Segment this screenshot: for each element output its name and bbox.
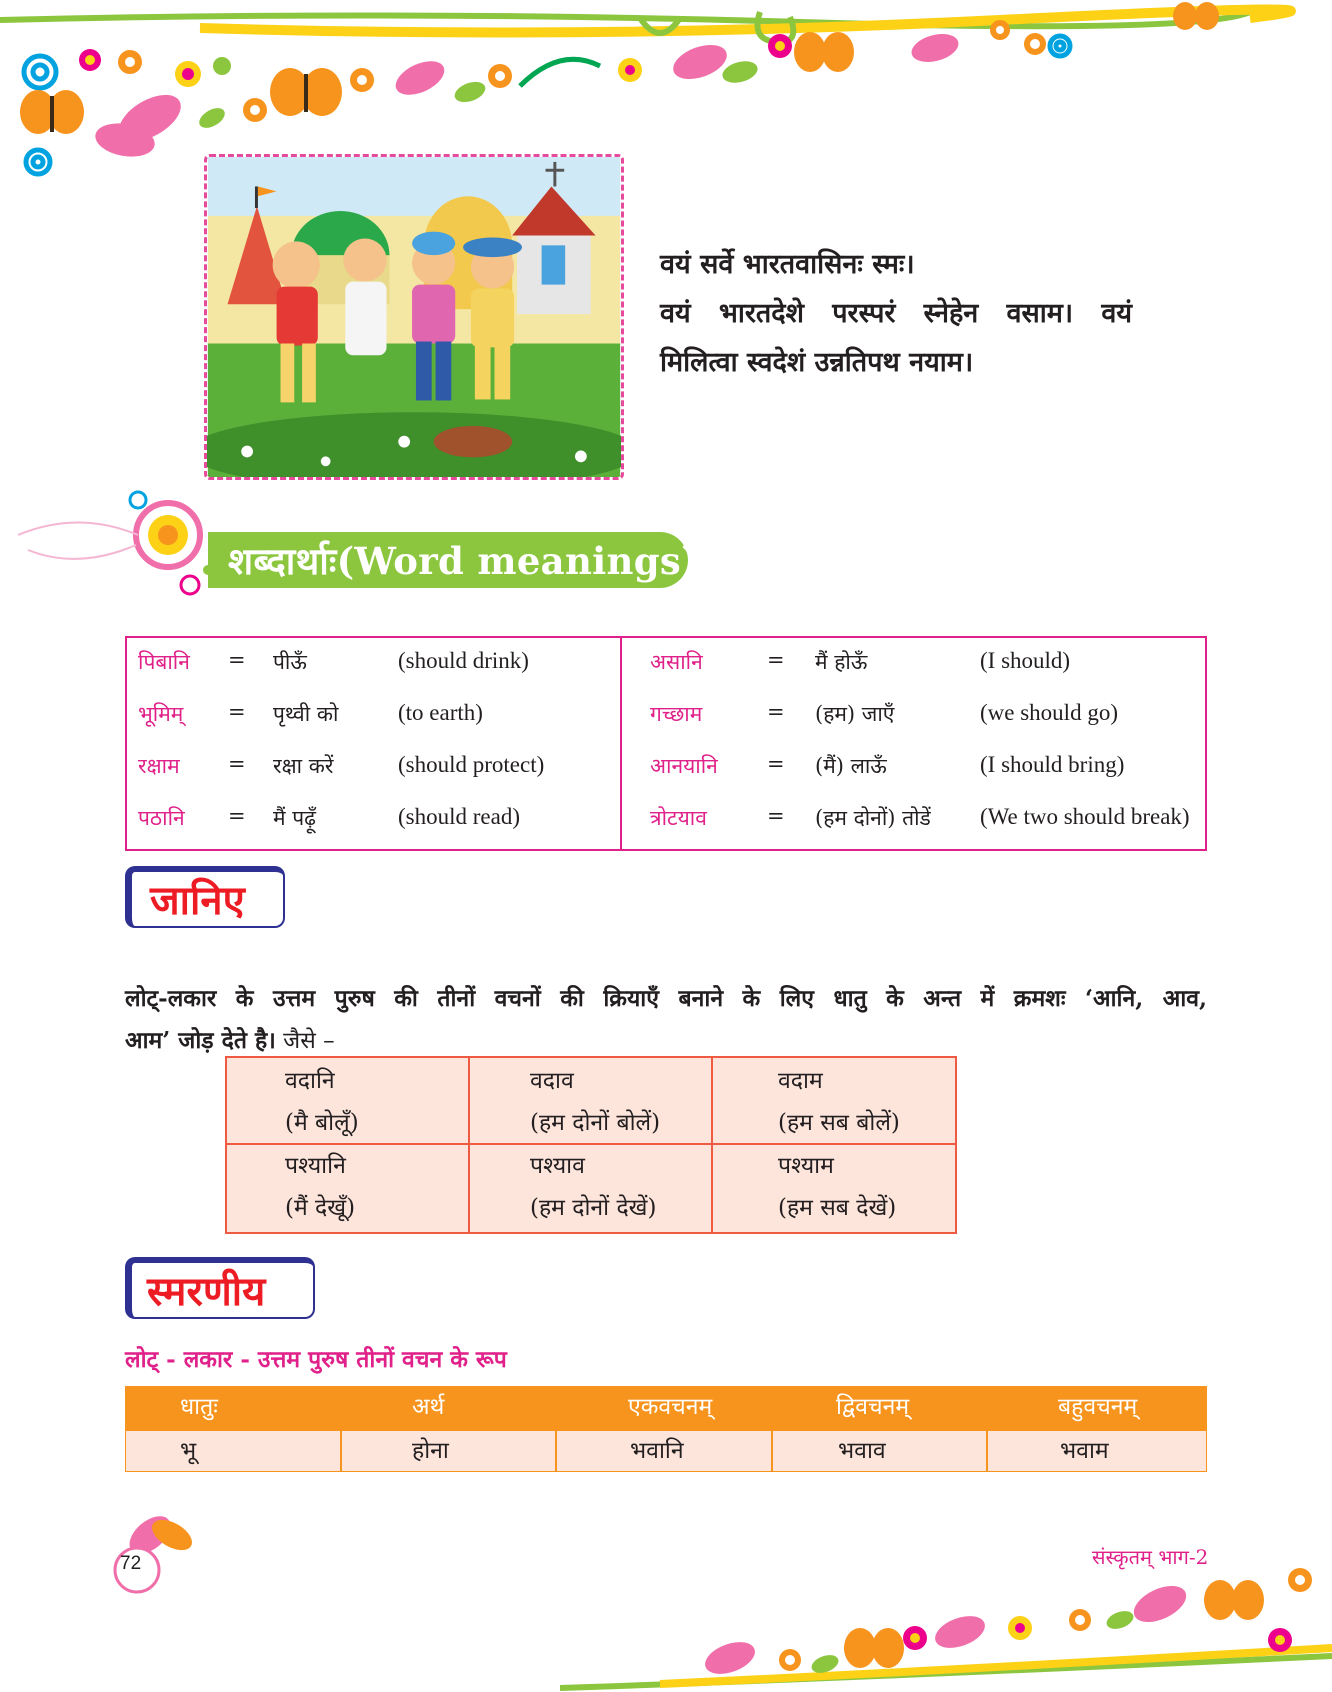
forms-body-cell: भवानि	[630, 1438, 684, 1464]
wm-hindi: पृथ्वी को	[273, 702, 339, 726]
forms-body-cell: भवाव	[838, 1438, 886, 1464]
wm-word: भूमिम्	[138, 702, 184, 726]
wm-word: गच्छाम	[650, 702, 703, 726]
example-form: वदाव	[530, 1068, 574, 1094]
wm-hindi: (हम दोनों) तोडें	[815, 806, 931, 830]
forms-body-cell: भवाम	[1060, 1438, 1109, 1464]
table-divider	[771, 1430, 773, 1472]
children-unity-illustration	[204, 154, 624, 480]
wm-hindi: रक्षा करें	[273, 754, 334, 778]
wm-english: (to earth)	[398, 700, 483, 725]
page-number: 72	[120, 1553, 142, 1574]
example-form: वदाम	[778, 1068, 823, 1094]
wm-english: (we should go)	[980, 700, 1118, 725]
wm-equals: =	[767, 700, 785, 724]
book-name: संस्कृतम् भाग-2	[1092, 1545, 1209, 1569]
intro-sanskrit-text	[660, 240, 1132, 387]
wm-hindi: (मैं) लाऊँ	[815, 754, 887, 778]
word-meanings-heading: शब्दार्थाः(Word meanings)	[228, 539, 699, 583]
wm-english: (I should bring)	[980, 752, 1125, 777]
example-form: वदानि	[285, 1068, 335, 1094]
example-cell	[778, 1145, 896, 1229]
word-meanings-divider	[620, 636, 622, 851]
wm-hindi: पीऊँ	[273, 650, 307, 674]
grid-divider	[468, 1056, 470, 1234]
forms-header-cell: अर्थ	[412, 1394, 445, 1420]
example-meaning: (हम दोनों बोलें)	[530, 1110, 661, 1136]
wm-hindi: (हम) जाएँ	[815, 702, 895, 726]
example-meaning: (हम सब देखें)	[778, 1195, 897, 1221]
wm-hindi: मैं पढ़ूँ	[273, 806, 316, 830]
wm-equals: =	[767, 804, 785, 828]
wm-english: (I should)	[980, 648, 1071, 673]
page-number-flower-icon	[110, 1505, 200, 1595]
example-cell	[285, 1145, 355, 1229]
grid-divider	[711, 1056, 713, 1234]
wm-word: रक्षाम	[138, 754, 180, 778]
forms-body-cell: भू	[180, 1438, 197, 1464]
example-cell	[778, 1060, 900, 1144]
example-form: पश्याम	[778, 1153, 834, 1179]
intro-line-1: वयं सर्वे भारतवासिनः स्मः।	[660, 249, 915, 280]
janiye-para-line-1: लोट्-लकार के उत्तम पुरुष की तीनों वचनों की क्रियाएँ बनाने के लिए धातु के अन्त में क्रमशः ‘आनि, आव,	[125, 985, 1207, 1012]
example-meaning: (मैं देखूँ)	[285, 1195, 356, 1221]
table-divider	[555, 1430, 557, 1472]
wm-equals: =	[767, 752, 785, 776]
example-cell	[285, 1060, 359, 1144]
intro-line-2: वयं भारतदेशे परस्परं स्नेहेन वसाम। वयं	[660, 298, 1132, 329]
wm-equals: =	[767, 648, 785, 672]
janiye-para-line-2-text: आम’ जोड़ देते है।	[125, 1027, 276, 1054]
wm-word: पठानि	[138, 806, 185, 830]
example-meaning: (हम दोनों देखें)	[530, 1195, 657, 1221]
wm-equals: =	[228, 752, 246, 776]
wm-english: (should protect)	[398, 752, 545, 777]
wm-equals: =	[228, 804, 246, 828]
example-meaning: (हम सब बोलें)	[778, 1110, 900, 1136]
example-form: पश्याव	[530, 1153, 585, 1179]
forms-header-cell: एकवचनम्	[628, 1394, 713, 1420]
intro-line-3: मिलित्वा स्वदेशं उन्नतिपथ नयाम।	[660, 347, 974, 378]
forms-header-cell: बहुवचनम्	[1058, 1394, 1138, 1420]
wm-hindi: मैं होऊँ	[815, 650, 868, 674]
janiye-para-example-label: जैसे –	[275, 1028, 335, 1054]
forms-header-cell: द्विवचनम्	[836, 1394, 910, 1420]
top-floral-border	[0, 0, 1332, 200]
smaraniya-title: स्मरणीय	[147, 1268, 266, 1315]
wm-equals: =	[228, 648, 246, 672]
example-form: पश्यानि	[285, 1153, 346, 1179]
janiye-paragraph	[125, 978, 1207, 1062]
wm-english: (should read)	[398, 804, 520, 829]
example-cell	[530, 1145, 656, 1229]
example-meaning: (मै बोलूँ)	[285, 1110, 359, 1136]
wm-word: पिबानि	[138, 650, 190, 674]
wm-english: (should drink)	[398, 648, 529, 673]
wm-english: (We two should break)	[980, 804, 1190, 829]
forms-body-cell: होना	[412, 1438, 449, 1464]
bottom-floral-border	[560, 1560, 1332, 1692]
lot-lakar-subtitle: लोट् - लकार - उत्तम पुरुष तीनों वचन के रूप	[125, 1346, 507, 1373]
wm-equals: =	[228, 700, 246, 724]
wm-word: असानि	[650, 650, 703, 674]
table-divider	[986, 1430, 988, 1472]
table-divider	[340, 1430, 342, 1472]
example-cell	[530, 1060, 660, 1144]
forms-header-cell: धातुः	[180, 1394, 218, 1420]
wm-word: त्रोटयाव	[650, 806, 707, 830]
janiye-title: जानिए	[150, 877, 245, 924]
wm-word: आनयानि	[650, 754, 718, 778]
